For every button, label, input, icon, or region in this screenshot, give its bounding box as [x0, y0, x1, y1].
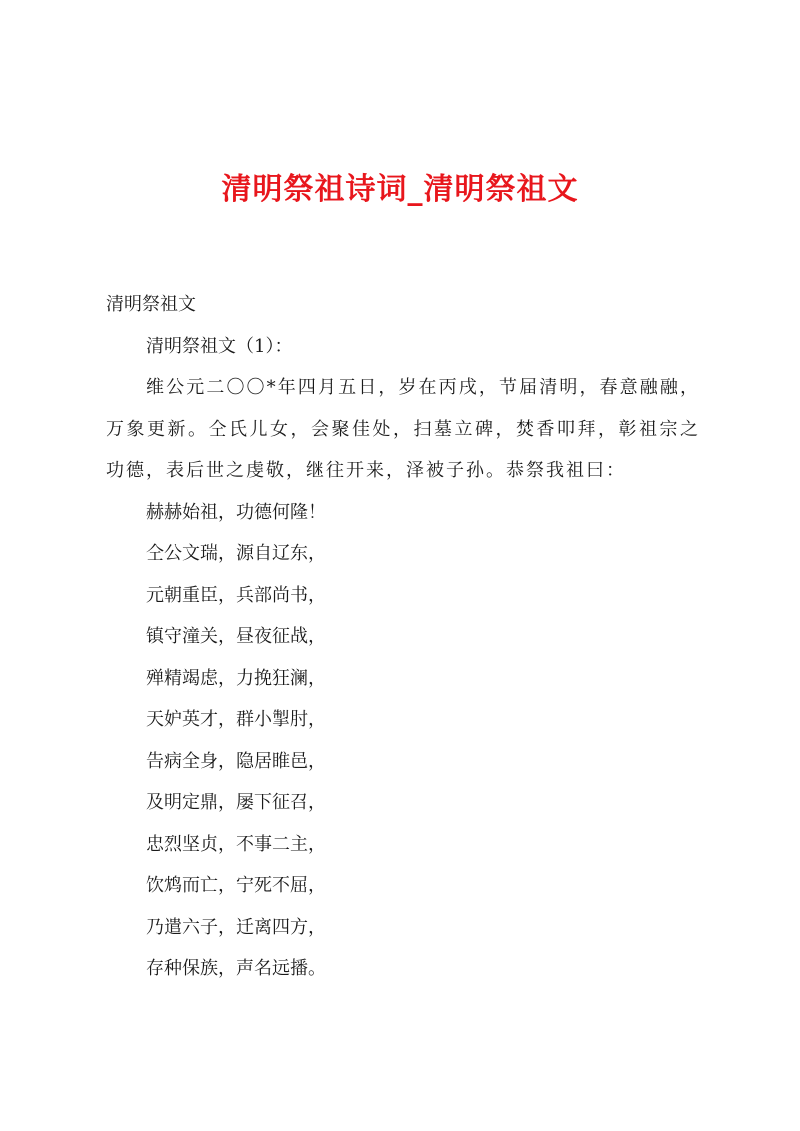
verse-line: 元朝重臣，兵部尚书，	[146, 584, 326, 606]
verse-line: 仝公文瑞，源自辽东，	[146, 543, 326, 564]
verse-line: 忠烈坚贞，不事二主，	[146, 833, 326, 855]
verse-line: 镇守潼关，昼夜征战，	[146, 626, 326, 647]
verse-line: 殚精竭虑，力挽狂澜，	[146, 667, 326, 689]
intro-paragraph: 维公元二〇〇*年四月五日，岁在丙戌，节届清明，春意融融，万象更新。仝氏儿女，会聚佳处，扫墓立碑，焚香叩拜，彰祖宗之功德，表后世之虔敬，继往开来，泽被子孙。恭祭我祖曰：	[106, 377, 700, 481]
verse-line: 及明定鼎，屡下征召，	[146, 792, 326, 813]
verse-line: 饮鸩而亡，宁死不屈，	[146, 875, 326, 896]
verse-line: 存种保族，声名远播。	[146, 958, 326, 979]
verse-line: 赫赫始祖，功德何隆！	[146, 501, 326, 523]
verse-line: 天妒英才，群小掣肘，	[146, 709, 326, 730]
verse-line: 乃遣六子，迁离四方，	[146, 916, 326, 938]
verse-line: 告病全身，隐居睢邑，	[146, 750, 326, 772]
document-title: 清明祭祖诗词_清明祭祖文	[221, 172, 579, 207]
section-label: 清明祭祖文（1）：	[146, 335, 293, 357]
document-body	[106, 284, 700, 990]
section-heading: 清明祭祖文	[106, 294, 196, 315]
